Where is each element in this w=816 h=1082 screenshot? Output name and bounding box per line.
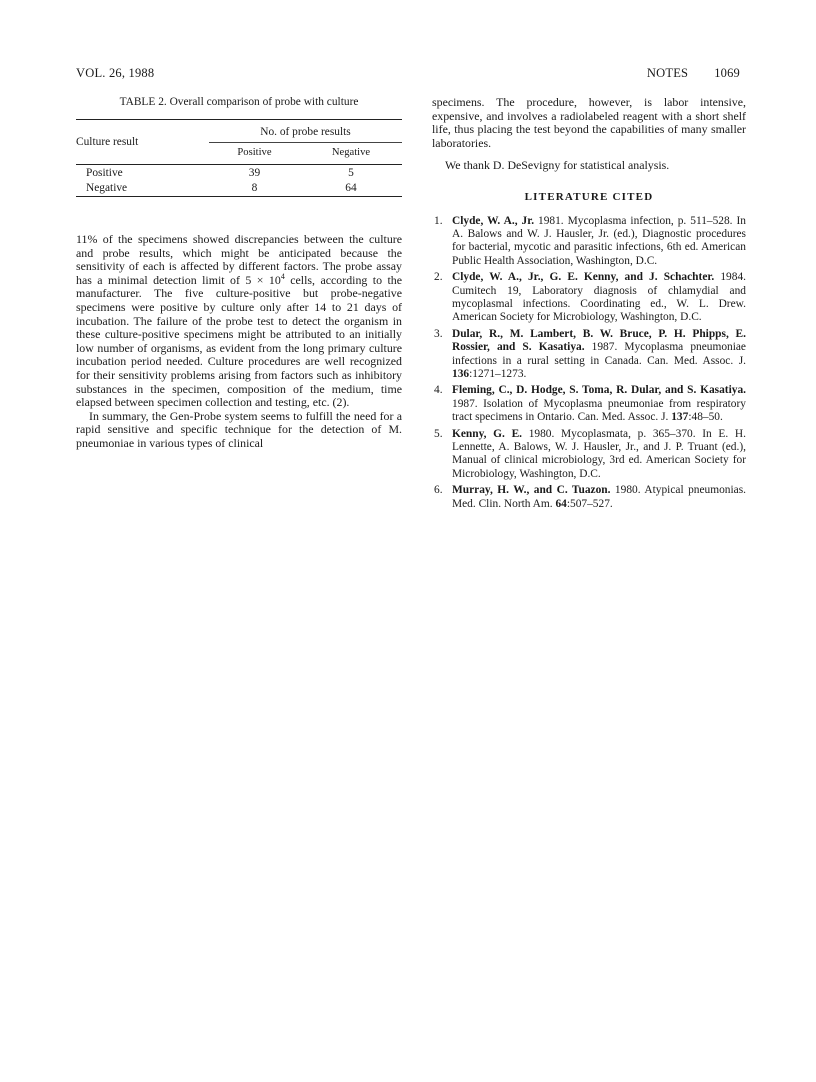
cell-negative: 5: [348, 166, 354, 179]
reference-item: [432, 428, 746, 482]
ref-number: 3.: [434, 327, 443, 340]
ref-pages: :48–50.: [688, 411, 723, 424]
table-header-row: [76, 119, 402, 143]
ref-number: 5.: [434, 427, 443, 440]
table-row: [76, 180, 402, 196]
right-column: [432, 96, 746, 514]
running-head: [76, 66, 740, 82]
ref-number: 2.: [434, 271, 443, 284]
section-and-page: [647, 66, 740, 81]
ref-authors: Fleming, C., D. Hodge, S. Toma, R. Dular, and S. Kasatiya.: [452, 384, 746, 397]
reference-item: [432, 215, 746, 269]
paragraph-text: 11% of the specimens showed discrepancies between the culture and probe results, which might be anticipated because the sensitivity of each is affected by different factors. The probe assay has a minimal detection limit of 5 × 10: [76, 231, 402, 287]
reference-item: [432, 271, 746, 325]
header-positive: Positive: [237, 147, 272, 159]
ref-authors: Kenny, G. E.: [452, 427, 523, 440]
continued-paragraph: specimens. The procedure, however, is labor intensive, expensive, and involves a radiolabeled reagent with a short shelf life, thus placing the test beyond the capabilities of many smaller laboratories.: [432, 95, 746, 150]
acknowledgment: We thank D. DeSevigny for statistical analysis.: [445, 158, 670, 173]
table-row: [76, 165, 402, 181]
header-probe-results: No. of probe results: [209, 119, 402, 143]
reference-item: [432, 484, 746, 511]
reference-item: [432, 384, 746, 424]
paragraph-text: cells, according to the manufacturer. The five culture-positive but probe-negative specimens were positive by culture only after 14 to 21 days of incubation. The failure of the probe test to detect the organism in these culture-positive specimens might be attributed to an initially low number of organisms, as evident from the long primary culture incubation period needed. Culture procedures are well recognized for their sensitivity problems arising from factors such as inhibitory substances in the specimen, composition of the medium, time elapsed between specimen collection and testing, etc. (2).: [76, 272, 403, 410]
body-paragraph: [76, 233, 402, 410]
cell-positive: 39: [248, 166, 261, 179]
row-label: Positive: [86, 166, 123, 179]
ref-text: 1981. Mycoplasma infection, p. 511–528. In A. Balows and W. J. Hausler, Jr. (ed.), Diagnostic procedures for bacterial, mycotic and parasitic infections, 6th ed. American Public Health Association, Washington, D.C.: [452, 214, 746, 267]
ref-text: 1980. Atypical pneumonias. Med. Clin. North Am.: [452, 484, 746, 510]
table-caption: TABLE 2. Overall comparison of probe with culture: [119, 96, 359, 108]
volume-label: VOL. 26, 1988: [76, 66, 155, 80]
header-culture-result: Culture result: [76, 119, 209, 164]
ref-text: 1987. Mycoplasma pneumoniae infections in a rural setting in Canada. Can. Med. Assoc. J.: [452, 341, 746, 367]
ref-volume: 136: [452, 368, 470, 381]
reference-list: [432, 215, 746, 512]
ref-text: 1987. Isolation of Mycoplasma pneumoniae from respiratory tract specimens in Ontario. Can. Med. Assoc. J.: [452, 397, 746, 424]
comparison-table: [76, 119, 402, 197]
ref-authors: Murray, H. W., and C. Tuazon.: [452, 484, 611, 497]
ref-number: 1.: [434, 214, 443, 227]
superscript: 4: [280, 271, 285, 281]
page-number: 1069: [714, 66, 740, 80]
ref-text: 1980. Mycoplasmata, p. 365–370. In E. H. Lennette, A. Balows, W. J. Hausler, Jr., and J. P. Truant (ed.), Manual of clinical microbiology, 3rd ed. American Society for Microbiology, Washington, D.C.: [452, 427, 746, 480]
ref-pages: :507–527.: [566, 497, 613, 510]
cell-negative: 64: [300, 180, 402, 196]
section-title: NOTES: [646, 66, 689, 80]
ref-text: 1984. Cumitech 19, Laboratory diagnosis of chlamydial and mycoplasmal infections. Coordinating ed., W. L. Drew. American Society for Microbiology, Washington, D.C.: [452, 271, 746, 324]
summary-paragraph: In summary, the Gen-Probe system seems to fulfill the need for a rapid sensitive and specific technique for the detection of M. pneumoniae in various types of clinical: [76, 408, 402, 450]
ref-volume: 137: [671, 411, 689, 424]
ref-authors: Clyde, W. A., Jr., G. E. Kenny, and J. Schachter.: [452, 271, 715, 284]
ref-pages: :1271–1273.: [469, 368, 527, 381]
cell-positive: 8: [209, 180, 300, 196]
ref-number: 6.: [434, 484, 443, 497]
ref-authors: Dular, R., M. Lambert, B. W. Bruce, P. H. Phipps, E. Rossier, and S. Kasatiya.: [452, 327, 746, 354]
ref-number: 4.: [434, 384, 443, 397]
literature-heading: LITERATURE CITED: [524, 190, 654, 203]
left-column: [76, 96, 402, 450]
header-negative: Negative: [331, 147, 371, 159]
ref-volume: 64: [555, 497, 567, 510]
reference-item: [432, 328, 746, 382]
ref-authors: Clyde, W. A., Jr.: [452, 214, 535, 227]
row-label: Negative: [76, 180, 209, 196]
